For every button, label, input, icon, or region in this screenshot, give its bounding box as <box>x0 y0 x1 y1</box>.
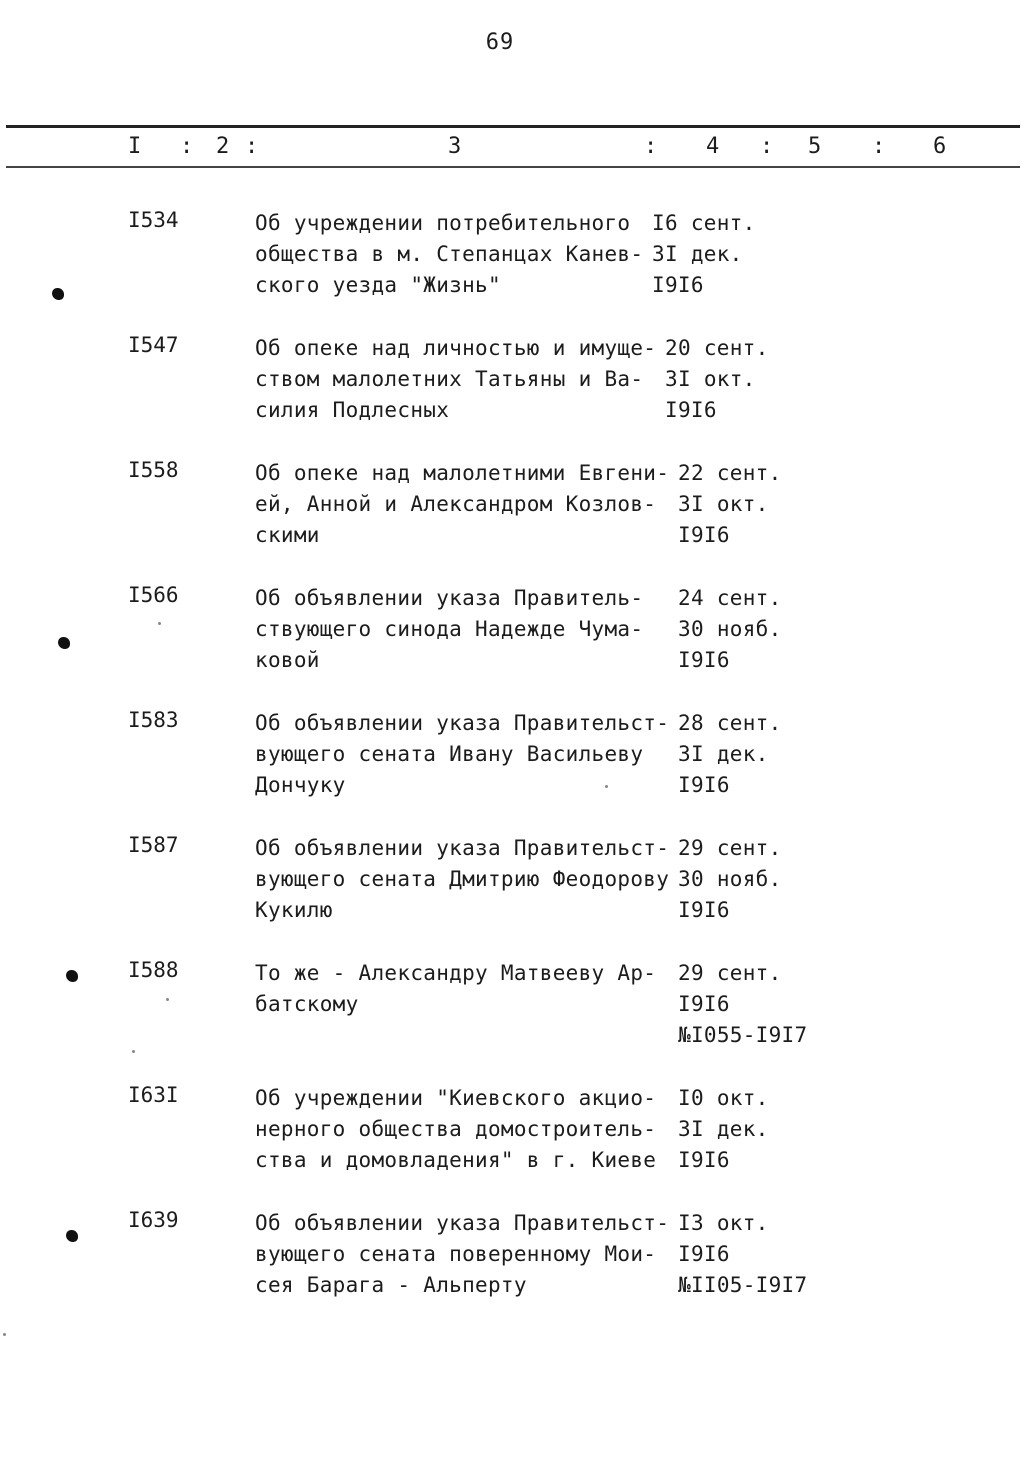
entry-description <box>255 333 670 426</box>
start-date: 29 сент. <box>678 836 782 860</box>
description-line: ковой <box>255 648 320 672</box>
year: I9I6 <box>678 992 730 1016</box>
entry-description <box>255 1083 670 1176</box>
entry-row <box>0 458 1024 568</box>
start-date: I0 окт. <box>678 1086 769 1110</box>
description-line: ством малолетних Татьяны и Ва- <box>255 367 644 391</box>
description-line: сея Барага - Альперту <box>255 1273 527 1297</box>
column-header-6: 6 <box>933 134 947 159</box>
entry-description <box>255 208 670 301</box>
column-separator: : <box>644 134 658 159</box>
entry-number: I639 <box>128 1208 179 1232</box>
year: I9I6 <box>652 273 704 297</box>
description-line: Об объявлении указа Правительст- <box>255 711 670 735</box>
entry-row <box>0 208 1024 318</box>
description-line: силия Подлесных <box>255 398 450 422</box>
entry-row <box>0 583 1024 693</box>
scan-mark <box>66 1230 78 1242</box>
entry-number: I583 <box>128 708 179 732</box>
reference-number: №I055-I9I7 <box>678 1023 808 1047</box>
description-line: Об учреждении потребительного <box>255 211 631 235</box>
entry-description <box>255 583 670 676</box>
description-line: Кукилю <box>255 898 333 922</box>
end-date: 3I окт. <box>665 367 756 391</box>
entry-number: I547 <box>128 333 179 357</box>
end-date: 3I дек. <box>678 742 769 766</box>
year: I9I6 <box>678 898 730 922</box>
start-date: 29 сент. <box>678 961 782 985</box>
end-date: 3I окт. <box>678 492 769 516</box>
column-header-3: 3 <box>448 134 462 159</box>
start-date: 20 сент. <box>665 336 769 360</box>
entry-row <box>0 1208 1024 1318</box>
header-top-rule <box>6 125 1020 128</box>
entry-dates <box>678 708 848 801</box>
description-line: вующего сената Ивану Васильеву <box>255 742 644 766</box>
entry-number: I566 <box>128 583 179 607</box>
description-line: Об опеке над личностью и имуще- <box>255 336 657 360</box>
scan-mark <box>66 970 78 982</box>
description-line: Об объявлении указа Правитель- <box>255 586 644 610</box>
entry-row <box>0 833 1024 943</box>
column-header-row <box>0 134 1024 164</box>
year: I9I6 <box>678 523 730 547</box>
scan-speck <box>132 1050 135 1053</box>
year: I9I6 <box>678 1148 730 1172</box>
description-line: Об учреждении "Киевского акцио- <box>255 1086 657 1110</box>
end-date: 30 нояб. <box>678 617 782 641</box>
description-line: вующего сената поверенному Мои- <box>255 1242 657 1266</box>
entry-number: I534 <box>128 208 179 232</box>
description-line: батскому <box>255 992 359 1016</box>
entry-row <box>0 958 1024 1068</box>
entry-dates <box>652 208 822 301</box>
year: I9I6 <box>665 398 717 422</box>
end-date: 30 нояб. <box>678 867 782 891</box>
start-date: I6 сент. <box>652 211 756 235</box>
description-line: ей, Анной и Александром Козлов- <box>255 492 657 516</box>
column-header-2: 2 <box>216 134 230 159</box>
page-number: 69 <box>485 30 515 55</box>
end-date: 3I дек. <box>652 242 743 266</box>
entry-row <box>0 708 1024 818</box>
description-line: нерного общества домостроитель- <box>255 1117 657 1141</box>
scan-speck <box>3 1333 6 1336</box>
column-header-5: 5 <box>808 134 822 159</box>
entry-dates <box>665 333 835 426</box>
column-separator: : <box>245 134 259 159</box>
start-date: 22 сент. <box>678 461 782 485</box>
description-line: общества в м. Степанцах Канев- <box>255 242 644 266</box>
description-line: Об объявлении указа Правительст- <box>255 1211 670 1235</box>
entry-number: I558 <box>128 458 179 482</box>
description-line: скими <box>255 523 320 547</box>
scan-speck <box>166 998 169 1001</box>
entry-description <box>255 958 670 1020</box>
reference-number: №II05-I9I7 <box>678 1273 808 1297</box>
description-line: ства и домовладения" в г. Киеве <box>255 1148 657 1172</box>
description-line: То же - Александру Матвееву Ар- <box>255 961 657 985</box>
column-separator: : <box>180 134 194 159</box>
entry-description <box>255 1208 670 1301</box>
end-date: 3I дек. <box>678 1117 769 1141</box>
description-line: Об объявлении указа Правительст- <box>255 836 670 860</box>
column-separator: : <box>760 134 774 159</box>
year: I9I6 <box>678 648 730 672</box>
scan-speck <box>158 622 161 625</box>
column-header-4: 4 <box>706 134 720 159</box>
entry-row <box>0 1083 1024 1193</box>
entry-dates <box>678 833 848 926</box>
start-date: I3 окт. <box>678 1211 769 1235</box>
year: I9I6 <box>678 773 730 797</box>
entry-dates <box>678 1083 848 1176</box>
entry-dates <box>678 1208 848 1301</box>
description-line: Об опеке над малолетними Евгени- <box>255 461 670 485</box>
year: I9I6 <box>678 1242 730 1266</box>
entry-dates <box>678 458 848 551</box>
entry-row <box>0 333 1024 443</box>
description-line: вующего сената Дмитрию Феодорову <box>255 867 670 891</box>
entry-number: I588 <box>128 958 179 982</box>
entry-number: I587 <box>128 833 179 857</box>
column-header-1: I <box>128 134 142 159</box>
entry-description <box>255 833 670 926</box>
start-date: 24 сент. <box>678 586 782 610</box>
scan-mark <box>52 288 64 300</box>
entry-description <box>255 458 670 551</box>
description-line: ского уезда "Жизнь" <box>255 273 501 297</box>
entry-number: I63I <box>128 1083 179 1107</box>
column-separator: : <box>872 134 886 159</box>
scan-mark <box>58 637 70 649</box>
description-line: Дончуку <box>255 773 346 797</box>
entry-dates <box>678 583 848 676</box>
entry-dates <box>678 958 848 1051</box>
start-date: 28 сент. <box>678 711 782 735</box>
description-line: ствующего синода Надежде Чума- <box>255 617 644 641</box>
header-bottom-rule <box>6 166 1020 168</box>
scan-speck <box>605 785 608 788</box>
